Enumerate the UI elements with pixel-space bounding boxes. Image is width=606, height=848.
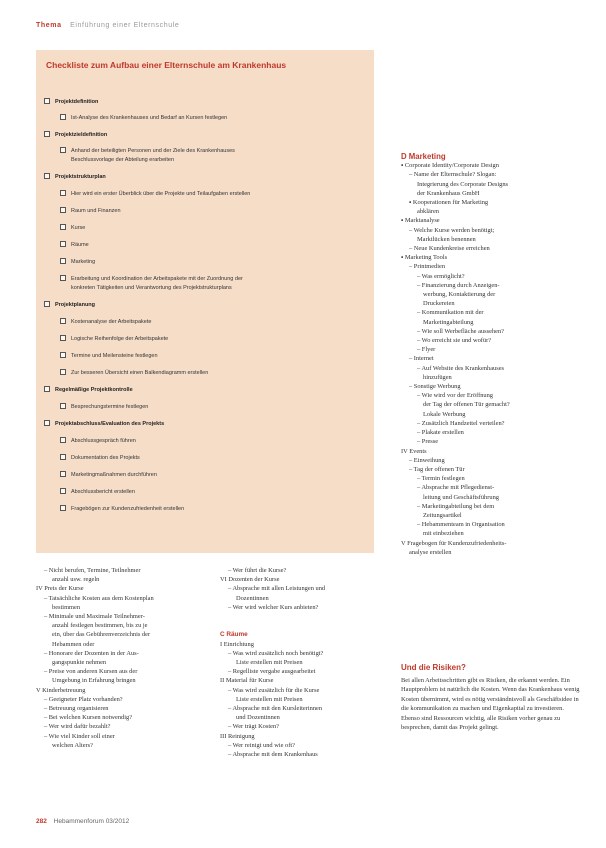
checkbox[interactable] xyxy=(60,454,66,460)
checklist-item xyxy=(60,403,148,412)
text-line: – Wer reinigt und wie oft? xyxy=(228,741,295,749)
text-line: Integrierung des Corporate Designs xyxy=(417,180,509,188)
checklist-item xyxy=(60,224,85,233)
checklist-item-label: Anhand der beteiligten Personen und der Ziele des Krankenhauses xyxy=(71,148,235,154)
text-line: C Räume xyxy=(220,631,248,639)
text-line: ▪ Kooperationen für Marketing xyxy=(409,199,489,207)
checkbox[interactable] xyxy=(60,352,66,358)
checkbox[interactable] xyxy=(44,420,50,426)
checklist-box xyxy=(36,50,374,553)
text-line: leitung und Geschäftsführung xyxy=(423,493,499,501)
checklist-item-label: Abschlussbericht erstellen xyxy=(71,489,135,495)
text-line: – Nicht berufen, Termine, Teilnehmer xyxy=(44,567,141,574)
checklist-item-label: Kostenanalyse der Arbeitspakete xyxy=(71,319,152,325)
checklist-item-label: Projektstrukturplan xyxy=(55,174,106,180)
header-theme: Thema xyxy=(36,22,62,29)
text-line: VI Dozenten der Kurse xyxy=(220,576,280,584)
text-line xyxy=(220,612,390,621)
text-line: Hebammen oder xyxy=(52,640,95,648)
header-subtitle: Einführung einer Elternschule xyxy=(70,22,180,29)
text-line: – Finanzierung durch Anzeigen- xyxy=(417,281,500,289)
text-line: V Kinderbetreuung xyxy=(36,686,86,694)
text-line: IV Preis der Kurse xyxy=(36,585,84,593)
checkbox[interactable] xyxy=(60,147,66,153)
text-line: – Wo erreicht sie und wofür? xyxy=(417,337,492,345)
text-line: Dozentinnen xyxy=(236,594,269,602)
checklist-item xyxy=(60,352,158,361)
checklist-item xyxy=(60,318,151,327)
text-line: ▪ Marktanalyse xyxy=(401,217,440,225)
checklist-item-label: Räume xyxy=(71,242,89,248)
text-line: – Regelliste vergabe ausgearbeitet xyxy=(228,668,316,676)
checkbox[interactable] xyxy=(44,386,50,392)
page-footer xyxy=(36,818,129,825)
checkbox[interactable] xyxy=(60,488,66,494)
checklist-item xyxy=(60,335,168,344)
text-line: – Auf Website des Krankenhauses xyxy=(417,364,505,372)
footer-text: Hebammenforum 03/2012 xyxy=(53,818,130,825)
text-line: – Wer wird welcher Kurs anbieten? xyxy=(228,603,319,611)
text-line: – Was wird zusätzlich für die Kurse xyxy=(228,686,320,694)
text-line: – Was ermöglicht? xyxy=(417,272,465,280)
text-line: und Dozentinnen xyxy=(236,714,280,722)
text-line: Liste erstellen mit Preisen xyxy=(236,659,303,667)
checkbox[interactable] xyxy=(44,173,50,179)
text-line: – Internet xyxy=(409,355,434,363)
text-line: – Wer wird dafür bezahlt? xyxy=(44,723,111,731)
checklist-item xyxy=(60,505,184,514)
text-line: I Einrichtung xyxy=(220,640,254,648)
checkbox[interactable] xyxy=(60,318,66,324)
text-line: – Sonstige Werbung xyxy=(409,383,461,391)
text-line: Marketingabteilung xyxy=(423,318,474,326)
checklist-item xyxy=(60,258,95,267)
text-line: – Zusätzlich Handzettel verteilen? xyxy=(417,419,505,427)
text-line: Umgebung in Erfahrung bringen xyxy=(52,677,136,685)
text-line: – Marketingabteilung bei dem xyxy=(417,502,495,510)
text-line: – Presse xyxy=(417,438,439,446)
text-line: – Betreuung organisieren xyxy=(44,705,109,713)
text-line: mit einbeziehen xyxy=(423,530,464,538)
checklist-item-label: Erarbeitung und Koordination der Arbeitspakete mit der Zuordnung der xyxy=(71,276,243,282)
checklist-item-label: Logische Reihenfolge der Arbeitspakete xyxy=(71,336,169,342)
text-line: – Neue Kundenkreise erreichen xyxy=(409,245,490,253)
text-line: IV Events xyxy=(401,447,427,455)
checkbox[interactable] xyxy=(44,301,50,307)
text-line: – Name der Elternschule? Slogan: xyxy=(409,171,497,179)
checkbox[interactable] xyxy=(60,335,66,341)
checklist-item-label: Termine und Meilensteine festlegen xyxy=(71,353,158,359)
text-line: welchen Alters? xyxy=(52,741,93,749)
text-line: – Hebammenteam in Organisation xyxy=(417,521,505,529)
text-line: ▪ Marketing Tools xyxy=(401,254,448,262)
text-line: ▪ Corporate Identity/Corporate Design xyxy=(401,162,499,170)
risks-paragraph: Bei allen Arbeitsschritten gibt es Risiken, die erkannt werden. Ein Hauptproblem ist natürlich die Kosten. Wenn das Krankenhaus wenig Kosten übernimmt, wird es nötig verständnisvoll als Geschäftsidee in die kommunikation zu machen und Eigenkapital zu investieren. Ebenso sind Ressourcen wichtig, alle Risiken vorher genau zu besprechen, damit das Projekt gelingt. xyxy=(401,677,580,732)
text-line: – Tatsächliche Kosten aus dem Kostenplan xyxy=(44,594,154,602)
text-line: bestimmen xyxy=(52,603,81,611)
checklist-item xyxy=(60,114,227,123)
text-line: Zeitungsartikel xyxy=(423,511,462,519)
text-line: ein, über das Gebührenverzeichnis der xyxy=(52,631,151,639)
text-line: – Welche Kurse werden benötigt; xyxy=(409,226,495,234)
checklist-title: Checkliste zum Aufbau einer Elternschule am Krankenhaus xyxy=(46,60,287,70)
checklist-item-label: Fragebögen zur Kundenzufriedenheit erstellen xyxy=(71,506,185,512)
checklist-section xyxy=(44,98,98,107)
checklist-section xyxy=(44,173,106,182)
checklist-item xyxy=(60,241,89,250)
risks-heading: Und die Risiken? xyxy=(401,663,466,672)
text-line: – Wie wird vor der Eröffnung xyxy=(417,392,493,400)
text-line: – Wie soll Werbefläche aussehen? xyxy=(417,327,505,335)
text-line: II Material für Kurse xyxy=(220,677,274,685)
text-line: abklären xyxy=(417,208,439,216)
checklist-item xyxy=(60,454,140,463)
text-line: – Absprache mit dem Krankenhaus xyxy=(228,751,318,759)
checklist-item-label: Marketing xyxy=(71,259,96,265)
text-line: – Absprache mit allen Leistungen und xyxy=(228,585,326,593)
checklist-item-label: Ist-Analyse des Krankenhauses und Bedarf an Kursen festlegen xyxy=(71,115,228,121)
text-line: – Einweihung xyxy=(409,456,445,464)
text-line: – Wer trägt Kosten? xyxy=(228,723,280,731)
checkbox[interactable] xyxy=(60,190,66,196)
text-line: V Fragebogen für Kundenzufriedenheits- xyxy=(401,539,507,547)
checklist-section xyxy=(44,131,107,140)
checkbox[interactable] xyxy=(60,241,66,247)
checklist-item-label: Projektplanung xyxy=(55,302,96,308)
text-line: – Minimale und Maximale Teilnehmer- xyxy=(44,613,145,621)
checkbox[interactable] xyxy=(44,131,50,137)
text-line: Druckereien xyxy=(423,300,455,308)
page-number: 282 xyxy=(36,818,47,825)
text-line: – Kommunikation mit der xyxy=(417,309,484,317)
checklist-section xyxy=(44,386,133,395)
checkbox[interactable] xyxy=(60,258,66,264)
checklist-item xyxy=(60,190,250,199)
text-line: – Plakate erstellen xyxy=(417,429,464,437)
text-line: anzahl festlegen bestimmen, bis zu je xyxy=(52,622,148,630)
checkbox[interactable] xyxy=(44,98,50,104)
checklist-item-label: Hier wird ein erster Überblick über die Projekte und Teilaufgaben erstellen xyxy=(71,191,251,197)
checklist-item-label: Projektzieldefinition xyxy=(55,132,108,138)
checklist-section xyxy=(44,420,164,429)
checklist-item xyxy=(60,437,136,446)
text-line: – Termin festlegen xyxy=(417,475,465,483)
running-header xyxy=(36,22,179,29)
checklist-item-label: Zur besseren Übersicht einen Balkendiagramm erstellen xyxy=(71,370,209,376)
checklist-item xyxy=(71,156,174,165)
checklist-item-label: Besprechungstermine festlegen xyxy=(71,404,149,410)
left-column-1 xyxy=(36,566,206,750)
checklist-section xyxy=(44,301,95,310)
checklist-item-label: konkreten Tätigkeiten und Verantwortung des Projektstrukturplans xyxy=(71,285,232,291)
text-line: – Geeigneter Platz vorhanden? xyxy=(44,695,123,703)
checkbox[interactable] xyxy=(60,275,66,281)
text-line: Liste erstellen mit Preisen xyxy=(236,695,303,703)
text-line: – Honorare der Dozenten in der Aus- xyxy=(44,649,139,657)
checklist-item-label: Abschlussgespräch führen xyxy=(71,438,136,444)
text-line: gangspunkte nehmen xyxy=(52,659,107,667)
text-line: – Flyer xyxy=(417,346,436,354)
checklist-item-label: Projektabschluss/Evaluation des Projekts xyxy=(55,421,165,427)
text-line: – Absprache mit den Kursleiterinnen xyxy=(228,705,323,713)
text-line: Lokale Werbung xyxy=(423,410,466,418)
text-line: – Preise von anderen Kursen aus der xyxy=(44,668,138,676)
text-line: hinzufügen xyxy=(423,373,452,381)
checklist-item xyxy=(60,369,208,378)
checkbox[interactable] xyxy=(60,114,66,120)
checkbox[interactable] xyxy=(60,369,66,375)
checkbox[interactable] xyxy=(60,505,66,511)
checklist-item xyxy=(60,275,243,284)
text-line: – Wer führt die Kurse? xyxy=(228,567,287,574)
text-line: – Printmedien xyxy=(409,263,446,271)
text-line: der Krankenhaus GmbH xyxy=(417,189,480,197)
text-line: D Marketing xyxy=(401,152,446,161)
text-line: – Bei welchen Kursen notwendig? xyxy=(44,714,133,722)
text-line: anzahl usw. regeln xyxy=(52,576,100,584)
text-line: – Was wird zusätzlich noch benötigt? xyxy=(228,649,324,657)
left-column-2 xyxy=(220,566,390,759)
checkbox[interactable] xyxy=(60,224,66,230)
checklist-item-label: Beschlussvorlage der Abteilung erarbeiten xyxy=(71,157,175,163)
checklist-item-label: Dokumentation des Projekts xyxy=(71,455,140,461)
text-line: Marktlücken benennen xyxy=(417,235,476,243)
checkbox[interactable] xyxy=(60,403,66,409)
checklist-item xyxy=(60,147,235,156)
text-line: – Wie viel Kinder soll einer xyxy=(44,732,115,740)
checklist-item xyxy=(60,471,157,480)
text-line: werbung, Kontaktierung der xyxy=(423,291,496,299)
checklist-item-label: Regelmäßige Projektkontrolle xyxy=(55,387,133,393)
text-line: – Tag der offenen Tür xyxy=(409,465,465,473)
checklist-item-label: Marketingmaßnahmen durchführen xyxy=(71,472,157,478)
checkbox[interactable] xyxy=(60,471,66,477)
text-line: III Reinigung xyxy=(220,732,255,740)
checklist-item-label: Raum und Finanzen xyxy=(71,208,121,214)
checklist-item xyxy=(60,207,121,216)
checklist-item xyxy=(71,284,232,293)
text-line xyxy=(220,621,390,630)
checklist-item xyxy=(60,488,135,497)
checkbox[interactable] xyxy=(60,207,66,213)
text-line: der Tag der offenen Tür gemacht? xyxy=(423,401,510,409)
right-column xyxy=(401,152,581,557)
checklist-item-label: Kurse xyxy=(71,225,86,231)
text-line: – Absprache mit Pflegedienst- xyxy=(417,484,495,492)
checklist-item-label: Projektdefinition xyxy=(55,99,99,105)
checkbox[interactable] xyxy=(60,437,66,443)
text-line: analyse erstellen xyxy=(409,548,452,556)
